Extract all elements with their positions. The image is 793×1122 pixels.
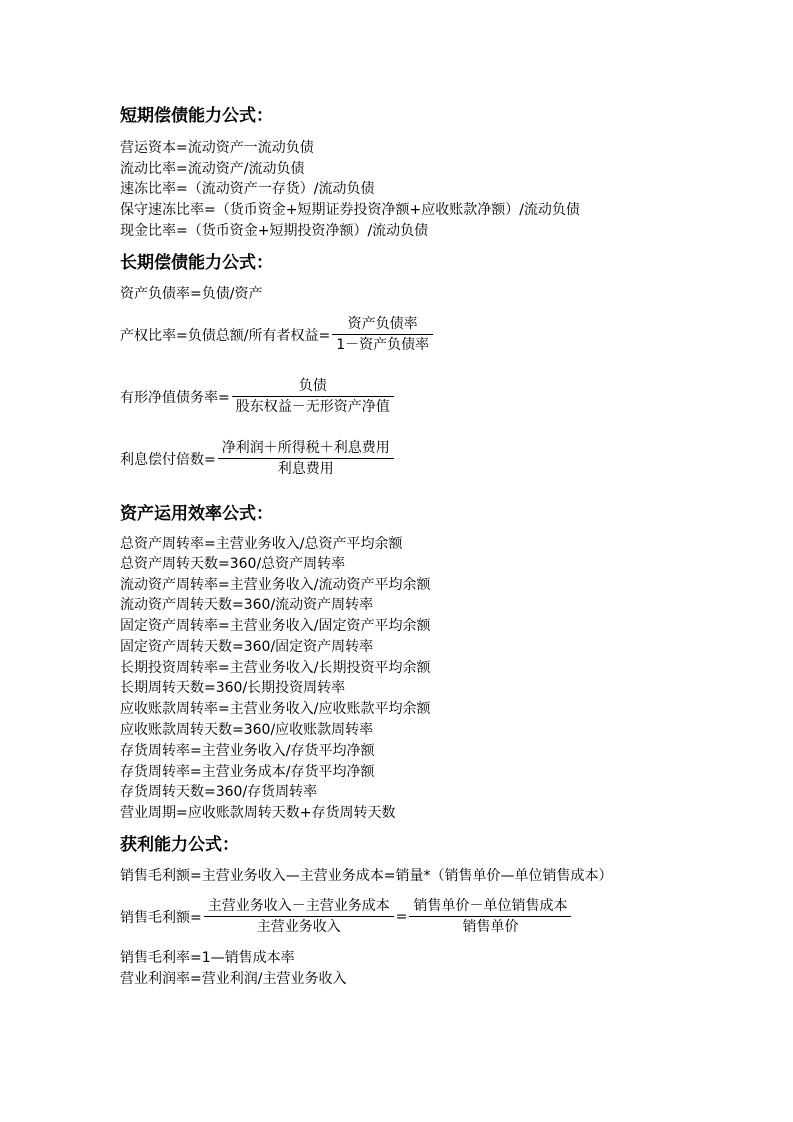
fraction-formula bbox=[120, 315, 435, 354]
section-heading-profitability: 获利能力公式： bbox=[120, 835, 239, 855]
formula-lhs: 销售毛利额= bbox=[120, 909, 202, 926]
formula-line: 流动资产周转天数=360/流动资产周转率 bbox=[120, 597, 374, 613]
formula-line: 营运资本=流动资产一流动负债 bbox=[120, 140, 314, 156]
formula-line: 存货周转天数=360/存货周转率 bbox=[120, 784, 318, 800]
formula-line: 销售毛利率=1—销售成本率 bbox=[120, 950, 295, 966]
fraction-denominator: 主营业务收入 bbox=[204, 916, 394, 936]
fraction-denominator: 1－资产负债率 bbox=[332, 334, 433, 354]
section-heading-long-term-solvency: 长期偿债能力公式： bbox=[120, 253, 273, 273]
formula-lhs: 产权比率=负债总额/所有者权益= bbox=[120, 327, 331, 344]
formula-line: 固定资产周转率=主营业务收入/固定资产平均余额 bbox=[120, 618, 431, 634]
formula-line: 销售毛利额=主营业务收入—主营业务成本=销量*（销售单价—单位销售成本） bbox=[120, 868, 613, 884]
formula-line: 流动资产周转率=主营业务收入/流动资产平均余额 bbox=[120, 577, 431, 593]
formula-line: 长期周转天数=360/长期投资周转率 bbox=[120, 680, 346, 696]
formula-lhs: 利息偿付倍数= bbox=[120, 451, 216, 468]
fraction-formula bbox=[120, 377, 396, 416]
equals-sign: = bbox=[395, 908, 408, 925]
formula-line: 资产负债率=负债/资产 bbox=[120, 286, 263, 302]
formula-line: 流动比率=流动资产/流动负债 bbox=[120, 161, 305, 177]
formula-line: 长期投资周转率=主营业务收入/长期投资平均余额 bbox=[120, 660, 431, 676]
fraction bbox=[218, 439, 394, 478]
fraction-formula bbox=[120, 897, 573, 936]
formula-line: 营业周期=应收账款周转天数+存货周转天数 bbox=[120, 805, 396, 821]
formula-line: 总资产周转天数=360/总资产周转率 bbox=[120, 556, 346, 572]
fraction-numerator: 主营业务收入－主营业务成本 bbox=[207, 898, 390, 914]
fraction bbox=[232, 377, 394, 416]
formula-line: 营业利润率=营业利润/主营业务收入 bbox=[120, 971, 347, 987]
section-heading-asset-efficiency: 资产运用效率公式： bbox=[120, 504, 273, 524]
formula-line: 存货周转率=主营业务收入/存货平均净额 bbox=[120, 743, 375, 759]
formula-line: 现金比率=（货币资金+短期投资净额）/流动负债 bbox=[120, 223, 429, 239]
section-heading-short-term-solvency: 短期偿债能力公式： bbox=[120, 106, 273, 126]
fraction-formula bbox=[120, 439, 396, 478]
formula-line: 应收账款周转率=主营业务收入/应收账款平均余额 bbox=[120, 701, 431, 717]
formula-line: 固定资产周转天数=360/固定资产周转率 bbox=[120, 639, 374, 655]
fraction-denominator: 销售单价 bbox=[409, 916, 571, 936]
fraction bbox=[409, 897, 571, 936]
formula-line: 应收账款周转天数=360/应收账款周转率 bbox=[120, 722, 374, 738]
formula-line: 总资产周转率=主营业务收入/总资产平均余额 bbox=[120, 536, 403, 552]
fraction-numerator: 销售单价－单位销售成本 bbox=[413, 898, 568, 914]
fraction-numerator: 资产负债率 bbox=[347, 316, 418, 332]
fraction bbox=[204, 897, 394, 936]
fraction-numerator: 净利润＋所得税＋利息费用 bbox=[221, 440, 390, 456]
formula-lhs: 有形净值债务率= bbox=[120, 389, 230, 406]
fraction-denominator: 股东权益－无形资产净值 bbox=[232, 396, 394, 416]
fraction bbox=[332, 315, 433, 354]
fraction-numerator: 负债 bbox=[298, 378, 327, 394]
fraction-denominator: 利息费用 bbox=[218, 458, 394, 478]
formula-line: 存货周转率=主营业务成本/存货平均净额 bbox=[120, 764, 375, 780]
formula-line: 速冻比率=（流动资产一存货）/流动负债 bbox=[120, 181, 375, 197]
formula-line: 保守速冻比率=（货币资金+短期证券投资净额+应收账款净额）/流动负债 bbox=[120, 202, 580, 218]
